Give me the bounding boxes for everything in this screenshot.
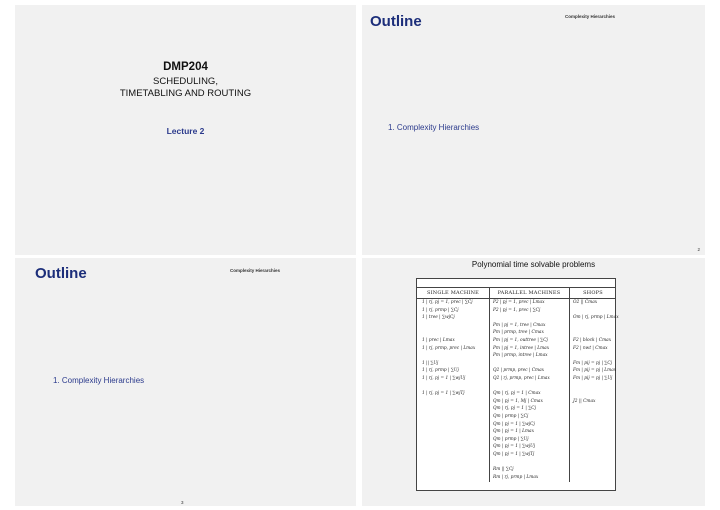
table-cell-single: 1 | rj, prmp | ∑Uj (422, 368, 459, 374)
column-divider (569, 287, 570, 482)
table-cell-parallel: Qm | prmp | ∑Cj (493, 414, 529, 419)
header-parallel-machines: PARALLEL MACHINES (497, 290, 561, 296)
table-cell-parallel: Pm | pj = 1, outtree | ∑Cj (493, 338, 548, 343)
table-cell-parallel: Qm | pj = 1 | ∑wjTj (493, 452, 535, 457)
outline-slide-3 (15, 258, 356, 506)
header-shops: SHOPS (583, 290, 603, 296)
table-cell-single: 1 | rj, pj = 1 | ∑wjTj (422, 391, 465, 397)
table-cell-parallel: Qm | prmp | ∑Uj (493, 436, 529, 442)
table-cell-parallel: Q2 | rj, prmp, prec | Lmax (493, 376, 550, 381)
table-cell-single: 1 | rj, pj = 1, prec | ∑Cj (422, 300, 473, 305)
table-cell-parallel: Rm | rj, prmp | Lmax (493, 474, 539, 480)
table-cell-shops: Fm | pij = pj | Lmax (573, 368, 617, 374)
table-cell-parallel: Qm | pj = 1 | Lmax (493, 429, 535, 435)
table-cell-parallel: Q2 | prmp, prec | Cmax (493, 368, 545, 374)
course-code: DMP204 (163, 61, 208, 73)
table-cell-parallel: Qm | pj = 1 | ∑wjCj (493, 421, 535, 427)
table-cell-parallel: Qm | pj = 1 | ∑wjUj (493, 444, 536, 450)
outline-slide-2 (362, 5, 705, 255)
course-title-line2: TIMETABLING AND ROUTING (119, 88, 252, 99)
table-cell-parallel: Qm | rj, pj = 1 | ∑Cj (493, 406, 536, 412)
table-cell-single: 1 | rj, pj = 1 | ∑wjUj (422, 376, 466, 381)
table-cell-single: 1 | prec | Lmax (422, 338, 455, 343)
column-divider (489, 287, 490, 482)
slide-title: Outline (370, 13, 422, 30)
polynomial-problems-slide (362, 258, 705, 506)
table-cell-parallel: Pm | pj = 1, intree | Lmax (493, 345, 550, 351)
table-header (417, 287, 615, 299)
toc-item[interactable]: 1. Complexity Hierarchies (53, 376, 145, 385)
section-nav-link[interactable]: Complexity Hierarchies (565, 14, 616, 19)
table-cell-shops: Fm | pij = pj | ∑Cj (573, 360, 612, 366)
page-number: 3 (181, 500, 184, 505)
table-cell-shops: F2 | nwt | Cmax (573, 345, 608, 351)
table-cell-single: 1 || ∑Uj (422, 360, 439, 366)
toc-item[interactable]: 1. Complexity Hierarchies (388, 123, 480, 132)
table-cell-parallel: P2 | pj = 1, prec | ∑Cj (493, 307, 541, 313)
table-cell-parallel: Rm || ∑Cj (493, 467, 514, 473)
complexity-table (416, 278, 619, 491)
table-cell-shops: Fm | pij = pj | ∑Uj (573, 376, 613, 381)
table-cell-single: 1 | rj, prmp | ∑Cj (422, 307, 459, 313)
table-cell-parallel: Pm | prmp, intree | Lmax (493, 353, 548, 359)
table-cell-parallel: Qm | rj, pj = 1 | Cmax (493, 391, 541, 397)
table-cell-shops: Om | rj, prmp | Lmax (573, 315, 619, 321)
table-cell-shops: O2 || Cmax (573, 300, 598, 305)
table-cell-shops: F2 | block | Cmax (573, 338, 612, 343)
table-cell-single: 1 | tree | ∑wjCj (422, 315, 455, 321)
title-slide (15, 5, 356, 255)
table-cell-parallel: Pm | pj = 1, tree | Cmax (493, 322, 546, 328)
slide-title: Polynomial time solvable problems (471, 260, 596, 269)
table-cell-parallel: Pm | prmp, tree | Cmax (493, 330, 544, 336)
section-nav-link[interactable]: Complexity Hierarchies (230, 268, 281, 273)
lecture-label: Lecture 2 (166, 126, 205, 136)
table-cell-parallel: P2 | pj = 1, prec | Lmax (493, 300, 545, 305)
page-number: 2 (697, 247, 700, 252)
table-cell-single: 1 | rj, prmp, prec | Lmax (422, 345, 476, 351)
table-cell-shops: J2 || Cmax (573, 398, 596, 404)
table-cell-parallel: Qm | pj = 1, Mj | Cmax (493, 398, 543, 404)
header-single-machine: SINGLE MACHINE (426, 290, 480, 296)
course-title-line1: SCHEDULING, (153, 76, 218, 87)
slide-title: Outline (35, 265, 87, 282)
